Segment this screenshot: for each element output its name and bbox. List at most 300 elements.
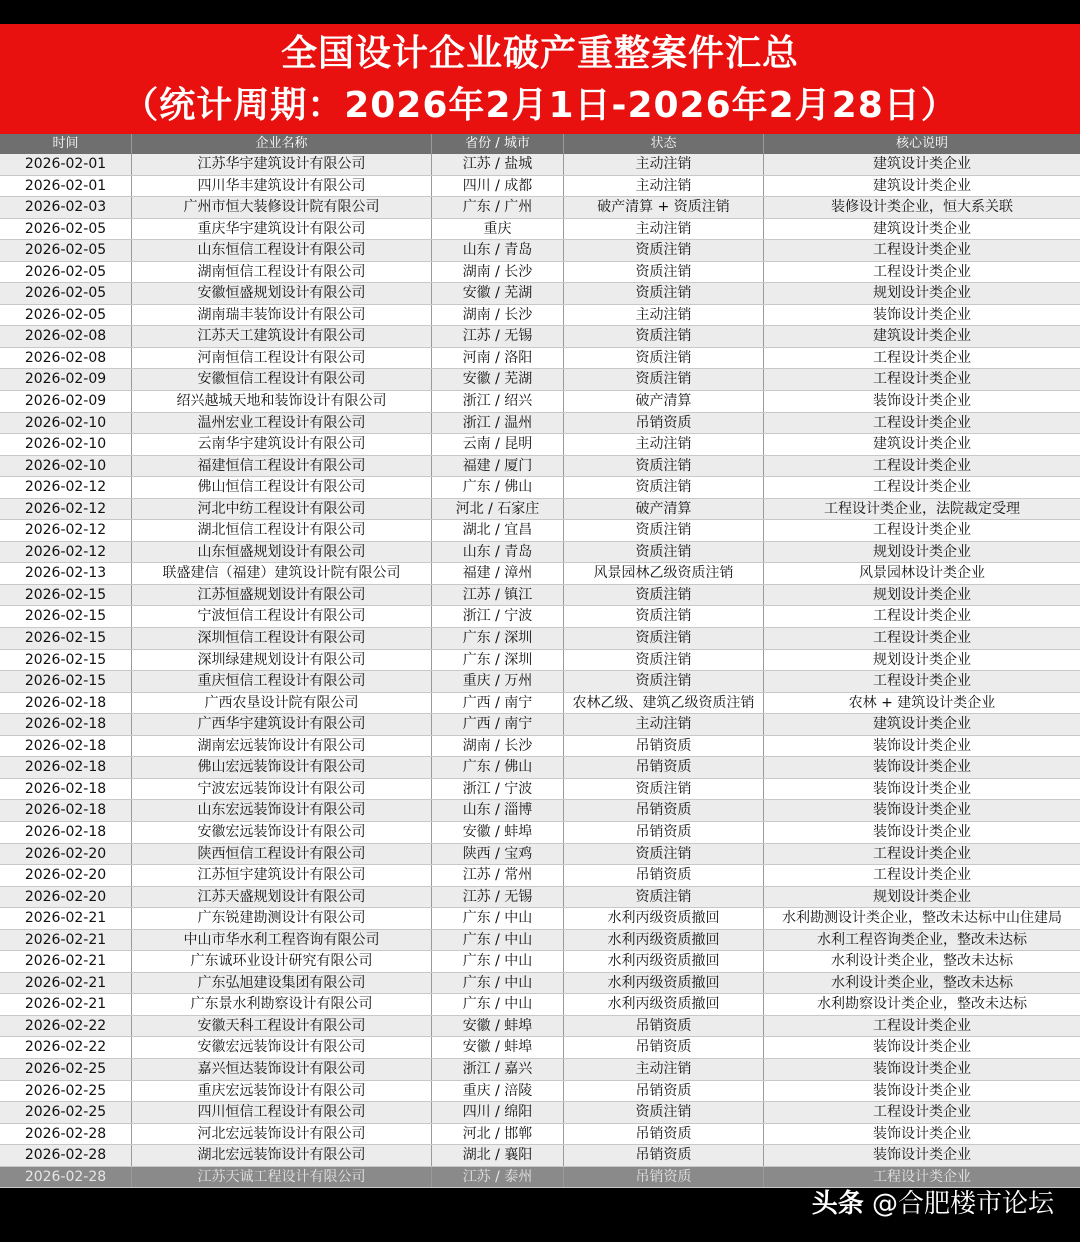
cell-status: 资质注销 <box>564 240 764 261</box>
cell-company: 江苏恒盛规划设计有限公司 <box>132 585 432 606</box>
cell-company: 安徽宏远装饰设计有限公司 <box>132 822 432 843</box>
cell-company: 四川华丰建筑设计有限公司 <box>132 176 432 197</box>
cell-date: 2026-02-25 <box>0 1081 132 1102</box>
cell-status: 吊销资质 <box>564 757 764 778</box>
cell-date: 2026-02-18 <box>0 757 132 778</box>
cell-date: 2026-02-15 <box>0 606 132 627</box>
cell-date: 2026-02-22 <box>0 1016 132 1037</box>
cell-date: 2026-02-05 <box>0 305 132 326</box>
cell-date: 2026-02-20 <box>0 844 132 865</box>
cell-date: 2026-02-15 <box>0 650 132 671</box>
cell-company: 山东恒信工程设计有限公司 <box>132 240 432 261</box>
cell-status: 资质注销 <box>564 779 764 800</box>
cell-location: 陕西 / 宝鸡 <box>432 844 564 865</box>
table-row <box>0 413 1080 435</box>
cell-location: 山东 / 青岛 <box>432 240 564 261</box>
table-row <box>0 240 1080 262</box>
cell-company: 云南华宇建筑设计有限公司 <box>132 434 432 455</box>
cell-status: 吊销资质 <box>564 822 764 843</box>
cell-date: 2026-02-05 <box>0 283 132 304</box>
cell-company: 广州市恒大装修设计院有限公司 <box>132 197 432 218</box>
cell-status: 资质注销 <box>564 671 764 692</box>
cell-date: 2026-02-01 <box>0 154 132 175</box>
cell-date: 2026-02-28 <box>0 1124 132 1145</box>
cell-status: 水利丙级资质撤回 <box>564 973 764 994</box>
cell-date: 2026-02-01 <box>0 176 132 197</box>
cell-note: 建筑设计类企业 <box>873 177 971 194</box>
cell-date: 2026-02-05 <box>0 240 132 261</box>
cell-date: 2026-02-03 <box>0 197 132 218</box>
table-row <box>0 154 1080 176</box>
table-row <box>0 1124 1080 1146</box>
cell-note: 水利设计类企业，整改未达标 <box>831 953 1013 970</box>
cell-note: 工程设计类企业 <box>873 263 971 280</box>
cell-location: 江苏 / 盐城 <box>432 154 564 175</box>
cell-company: 陕西恒信工程设计有限公司 <box>132 844 432 865</box>
cell-date: 2026-02-12 <box>0 499 132 520</box>
cell-note: 工程设计类企业 <box>873 457 971 474</box>
cell-company: 湖南宏远装饰设计有限公司 <box>132 736 432 757</box>
table-row <box>0 456 1080 478</box>
cell-note: 规划设计类企业 <box>873 586 971 603</box>
cell-date: 2026-02-12 <box>0 520 132 541</box>
cell-company: 河北宏远装饰设计有限公司 <box>132 1124 432 1145</box>
table-row <box>0 1059 1080 1081</box>
cell-status: 资质注销 <box>564 348 764 369</box>
table-row <box>0 951 1080 973</box>
table-row <box>0 1037 1080 1059</box>
table-row <box>0 865 1080 887</box>
cell-status: 资质注销 <box>564 283 764 304</box>
cell-note: 装饰设计类企业 <box>873 393 971 410</box>
table-row <box>0 369 1080 391</box>
cell-company: 福建恒信工程设计有限公司 <box>132 456 432 477</box>
cell-date: 2026-02-08 <box>0 326 132 347</box>
cases-table <box>0 134 1080 1188</box>
cell-status: 破产清算 + 资质注销 <box>564 197 764 218</box>
cell-location: 湖南 / 长沙 <box>432 262 564 283</box>
cell-status: 资质注销 <box>564 326 764 347</box>
table-row <box>0 176 1080 198</box>
table-header <box>0 134 1080 154</box>
cell-location: 云南 / 昆明 <box>432 434 564 455</box>
cell-status: 主动注销 <box>564 305 764 326</box>
cell-location: 山东 / 淄博 <box>432 800 564 821</box>
table-row <box>0 822 1080 844</box>
cell-note: 装修设计类企业，恒大系关联 <box>831 199 1013 216</box>
cell-company: 安徽天科工程设计有限公司 <box>132 1016 432 1037</box>
cell-date: 2026-02-18 <box>0 693 132 714</box>
cell-date: 2026-02-21 <box>0 951 132 972</box>
cell-status: 吊销资质 <box>564 865 764 886</box>
cell-note: 装饰设计类企业 <box>873 1082 971 1099</box>
page-subtitle: （统计周期：2026年2月1日-2026年2月28日） <box>122 85 958 126</box>
cell-status: 资质注销 <box>564 844 764 865</box>
table-row <box>0 628 1080 650</box>
table-row <box>0 757 1080 779</box>
cell-note: 建筑设计类企业 <box>873 328 971 345</box>
table-row <box>0 1145 1080 1167</box>
cell-date: 2026-02-10 <box>0 434 132 455</box>
table-row <box>0 305 1080 327</box>
cell-status: 资质注销 <box>564 887 764 908</box>
cell-company: 宁波宏远装饰设计有限公司 <box>132 779 432 800</box>
table-row <box>0 671 1080 693</box>
cell-location: 广东 / 深圳 <box>432 628 564 649</box>
cell-note: 水利设计类企业，整改未达标 <box>831 974 1013 991</box>
cell-company: 安徽宏远装饰设计有限公司 <box>132 1037 432 1058</box>
table-row <box>0 434 1080 456</box>
cell-company: 江苏天盛规划设计有限公司 <box>132 887 432 908</box>
table-row <box>0 348 1080 370</box>
cell-company: 江苏天工建筑设计有限公司 <box>132 326 432 347</box>
cell-note: 工程设计类企业，法院裁定受理 <box>824 500 1020 517</box>
cell-status: 资质注销 <box>564 456 764 477</box>
cell-status: 资质注销 <box>564 369 764 390</box>
cell-note: 工程设计类企业 <box>873 522 971 539</box>
cell-company: 湖北宏远装饰设计有限公司 <box>132 1145 432 1166</box>
cell-location: 江苏 / 无锡 <box>432 326 564 347</box>
cell-location: 浙江 / 温州 <box>432 413 564 434</box>
cell-note: 装饰设计类企业 <box>873 737 971 754</box>
cell-status: 资质注销 <box>564 477 764 498</box>
cell-date: 2026-02-20 <box>0 865 132 886</box>
cell-status: 吊销资质 <box>564 413 764 434</box>
cell-date: 2026-02-05 <box>0 219 132 240</box>
cell-date: 2026-02-15 <box>0 628 132 649</box>
page-title: 全国设计企业破产重整案件汇总 <box>280 33 799 74</box>
cell-date: 2026-02-21 <box>0 994 132 1015</box>
cell-company: 河南恒信工程设计有限公司 <box>132 348 432 369</box>
cell-location: 广东 / 中山 <box>432 994 564 1015</box>
watermark-account: @合肥楼市论坛 <box>871 1189 1054 1219</box>
cell-note: 工程设计类企业 <box>873 242 971 259</box>
cell-location: 河北 / 石家庄 <box>432 499 564 520</box>
cell-date: 2026-02-21 <box>0 930 132 951</box>
table-row <box>0 714 1080 736</box>
table-row <box>0 693 1080 715</box>
watermark <box>812 1184 1054 1224</box>
cell-note: 装饰设计类企业 <box>873 306 971 323</box>
cell-location: 浙江 / 宁波 <box>432 606 564 627</box>
table-row <box>0 542 1080 564</box>
cell-location: 浙江 / 宁波 <box>432 779 564 800</box>
cell-company: 广西农垦设计院有限公司 <box>132 693 432 714</box>
header-status: 状态 <box>564 134 764 154</box>
cell-company: 湖北恒信工程设计有限公司 <box>132 520 432 541</box>
cell-date: 2026-02-21 <box>0 908 132 929</box>
cell-status: 破产清算 <box>564 499 764 520</box>
title-banner <box>0 24 1080 134</box>
cell-company: 江苏恒宇建筑设计有限公司 <box>132 865 432 886</box>
cell-date: 2026-02-15 <box>0 671 132 692</box>
cell-note: 装饰设计类企业 <box>873 1147 971 1164</box>
table-row <box>0 391 1080 413</box>
table-row <box>0 1016 1080 1038</box>
cell-status: 吊销资质 <box>564 1081 764 1102</box>
cell-status: 资质注销 <box>564 650 764 671</box>
cell-location: 湖南 / 长沙 <box>432 305 564 326</box>
cell-status: 主动注销 <box>564 176 764 197</box>
table-body <box>0 154 1080 1188</box>
cell-note: 工程设计类企业 <box>873 673 971 690</box>
table-row <box>0 197 1080 219</box>
cell-status: 资质注销 <box>564 606 764 627</box>
header-company: 企业名称 <box>132 134 432 154</box>
cell-date: 2026-02-18 <box>0 779 132 800</box>
cell-company: 河北中纺工程设计有限公司 <box>132 499 432 520</box>
cell-location: 重庆 / 万州 <box>432 671 564 692</box>
cell-status: 资质注销 <box>564 585 764 606</box>
table-row <box>0 520 1080 542</box>
cell-location: 安徽 / 芜湖 <box>432 369 564 390</box>
cell-location: 安徽 / 蚌埠 <box>432 1037 564 1058</box>
cell-location: 浙江 / 绍兴 <box>432 391 564 412</box>
cell-company: 安徽恒盛规划设计有限公司 <box>132 283 432 304</box>
cell-date: 2026-02-20 <box>0 887 132 908</box>
cell-status: 水利丙级资质撤回 <box>564 908 764 929</box>
cell-company: 绍兴越城天地和装饰设计有限公司 <box>132 391 432 412</box>
table-row <box>0 908 1080 930</box>
cell-location: 湖北 / 襄阳 <box>432 1145 564 1166</box>
header-location: 省份 / 城市 <box>432 134 564 154</box>
cell-company: 宁波恒信工程设计有限公司 <box>132 606 432 627</box>
cell-date: 2026-02-28 <box>0 1145 132 1166</box>
cell-date: 2026-02-25 <box>0 1059 132 1080</box>
cell-company: 广西华宇建筑设计有限公司 <box>132 714 432 735</box>
cell-company: 山东恒盛规划设计有限公司 <box>132 542 432 563</box>
cell-note: 水利勘测设计类企业，整改未达标中山住建局 <box>782 910 1062 927</box>
cell-note: 装饰设计类企业 <box>873 1039 971 1056</box>
table-row <box>0 736 1080 758</box>
cell-note: 规划设计类企业 <box>873 543 971 560</box>
cell-company: 安徽恒信工程设计有限公司 <box>132 369 432 390</box>
table-row <box>0 930 1080 952</box>
cell-status: 主动注销 <box>564 219 764 240</box>
cell-status: 主动注销 <box>564 154 764 175</box>
header-note: 核心说明 <box>895 136 948 151</box>
cell-note: 建筑设计类企业 <box>873 156 971 172</box>
cell-location: 江苏 / 无锡 <box>432 887 564 908</box>
cell-company: 四川恒信工程设计有限公司 <box>132 1102 432 1123</box>
table-row <box>0 563 1080 585</box>
cell-note: 工程设计类企业 <box>873 630 971 647</box>
cell-note: 工程设计类企业 <box>873 867 971 884</box>
cell-note: 农林 + 建筑设计类企业 <box>848 694 996 711</box>
watermark-brand: 头条 <box>811 1189 864 1219</box>
cell-company: 湖南恒信工程设计有限公司 <box>132 262 432 283</box>
table-row <box>0 650 1080 672</box>
cell-company: 江苏天诚工程设计有限公司 <box>132 1167 432 1188</box>
cell-note: 装饰设计类企业 <box>873 759 971 776</box>
cell-location: 安徽 / 蚌埠 <box>432 1016 564 1037</box>
cell-note: 风景园林设计类企业 <box>859 565 985 582</box>
cell-company: 湖南瑞丰装饰设计有限公司 <box>132 305 432 326</box>
cell-note: 装饰设计类企业 <box>873 1125 971 1142</box>
table-row <box>0 994 1080 1016</box>
cell-note: 工程设计类企业 <box>873 371 971 388</box>
cell-company: 广东诚环业设计研究有限公司 <box>132 951 432 972</box>
cell-company: 山东宏远装饰设计有限公司 <box>132 800 432 821</box>
cell-company: 温州宏业工程设计有限公司 <box>132 413 432 434</box>
table-row <box>0 283 1080 305</box>
cell-company: 中山市华水利工程咨询有限公司 <box>132 930 432 951</box>
cell-status: 农林乙级、建筑乙级资质注销 <box>564 693 764 714</box>
cell-company: 佛山恒信工程设计有限公司 <box>132 477 432 498</box>
cell-status: 水利丙级资质撤回 <box>564 951 764 972</box>
cell-note: 水利勘察设计类企业，整改未达标 <box>817 996 1027 1013</box>
cell-location: 福建 / 漳州 <box>432 563 564 584</box>
cell-status: 吊销资质 <box>564 1145 764 1166</box>
table-row <box>0 326 1080 348</box>
cell-date: 2026-02-18 <box>0 822 132 843</box>
cell-location: 湖北 / 宜昌 <box>432 520 564 541</box>
cell-location: 广东 / 深圳 <box>432 650 564 671</box>
cell-note: 工程设计类企业 <box>873 845 971 862</box>
table-row <box>0 262 1080 284</box>
cell-note: 规划设计类企业 <box>873 285 971 302</box>
cell-company: 佛山宏远装饰设计有限公司 <box>132 757 432 778</box>
cell-date: 2026-02-28 <box>0 1167 132 1188</box>
cell-location: 四川 / 绵阳 <box>432 1102 564 1123</box>
cell-status: 水利丙级资质撤回 <box>564 994 764 1015</box>
cell-note: 工程设计类企业 <box>873 1017 971 1034</box>
cell-date: 2026-02-18 <box>0 800 132 821</box>
cell-status: 资质注销 <box>564 542 764 563</box>
cell-note: 建筑设计类企业 <box>873 716 971 733</box>
cell-location: 河南 / 洛阳 <box>432 348 564 369</box>
cell-location: 湖南 / 长沙 <box>432 736 564 757</box>
cell-company: 重庆华宇建筑设计有限公司 <box>132 219 432 240</box>
cell-status: 吊销资质 <box>564 1124 764 1145</box>
table-row <box>0 800 1080 822</box>
cell-date: 2026-02-22 <box>0 1037 132 1058</box>
cell-company: 深圳恒信工程设计有限公司 <box>132 628 432 649</box>
cell-status: 主动注销 <box>564 714 764 735</box>
cell-company: 嘉兴恒达装饰设计有限公司 <box>132 1059 432 1080</box>
cell-location: 福建 / 厦门 <box>432 456 564 477</box>
cell-date: 2026-02-10 <box>0 456 132 477</box>
cell-status: 资质注销 <box>564 520 764 541</box>
cell-location: 重庆 <box>432 219 564 240</box>
cell-status: 主动注销 <box>564 434 764 455</box>
cell-note: 工程设计类企业 <box>873 349 971 366</box>
cell-date: 2026-02-18 <box>0 736 132 757</box>
cell-date: 2026-02-12 <box>0 477 132 498</box>
cell-company: 重庆恒信工程设计有限公司 <box>132 671 432 692</box>
cell-company: 深圳绿建规划设计有限公司 <box>132 650 432 671</box>
cell-note: 工程设计类企业 <box>873 1104 971 1121</box>
cell-company: 广东景水利勘察设计有限公司 <box>132 994 432 1015</box>
cell-note: 建筑设计类企业 <box>873 436 971 453</box>
table-row <box>0 1081 1080 1103</box>
cell-company: 联盛建信（福建）建筑设计院有限公司 <box>132 563 432 584</box>
cell-date: 2026-02-15 <box>0 585 132 606</box>
cell-date: 2026-02-10 <box>0 413 132 434</box>
cell-date: 2026-02-08 <box>0 348 132 369</box>
cell-location: 广东 / 中山 <box>432 973 564 994</box>
cell-date: 2026-02-21 <box>0 973 132 994</box>
header-date: 时间 <box>0 134 132 154</box>
cell-status: 吊销资质 <box>564 1037 764 1058</box>
table-row <box>0 585 1080 607</box>
cell-date: 2026-02-13 <box>0 563 132 584</box>
cell-status: 资质注销 <box>564 628 764 649</box>
cell-location: 江苏 / 泰州 <box>432 1167 564 1188</box>
cell-date: 2026-02-09 <box>0 369 132 390</box>
table-row <box>0 779 1080 801</box>
cell-location: 安徽 / 芜湖 <box>432 283 564 304</box>
cell-company: 重庆宏远装饰设计有限公司 <box>132 1081 432 1102</box>
table-row <box>0 499 1080 521</box>
cell-location: 广东 / 中山 <box>432 908 564 929</box>
cell-note: 装饰设计类企业 <box>873 802 971 819</box>
cell-note: 规划设计类企业 <box>873 651 971 668</box>
cell-location: 广东 / 中山 <box>432 930 564 951</box>
table-row <box>0 477 1080 499</box>
cell-location: 安徽 / 蚌埠 <box>432 822 564 843</box>
cell-location: 广东 / 广州 <box>432 197 564 218</box>
cell-note: 装饰设计类企业 <box>873 780 971 797</box>
cell-note: 水利工程咨询类企业，整改未达标 <box>817 931 1027 948</box>
table-row <box>0 1102 1080 1124</box>
table-row <box>0 844 1080 866</box>
cell-location: 重庆 / 涪陵 <box>432 1081 564 1102</box>
cell-note: 装饰设计类企业 <box>873 823 971 840</box>
cell-status: 主动注销 <box>564 1059 764 1080</box>
table-row <box>0 219 1080 241</box>
cell-date: 2026-02-05 <box>0 262 132 283</box>
cell-location: 四川 / 成都 <box>432 176 564 197</box>
cell-note: 工程设计类企业 <box>873 1168 971 1185</box>
table-row <box>0 973 1080 995</box>
cell-company: 广东弘旭建设集团有限公司 <box>132 973 432 994</box>
cell-company: 江苏华宇建筑设计有限公司 <box>132 154 432 175</box>
cell-date: 2026-02-09 <box>0 391 132 412</box>
cell-location: 山东 / 青岛 <box>432 542 564 563</box>
cell-location: 广西 / 南宁 <box>432 693 564 714</box>
cell-date: 2026-02-18 <box>0 714 132 735</box>
cell-date: 2026-02-25 <box>0 1102 132 1123</box>
cell-location: 广东 / 佛山 <box>432 477 564 498</box>
cell-status: 水利丙级资质撤回 <box>564 930 764 951</box>
cell-status: 吊销资质 <box>564 800 764 821</box>
cell-note: 规划设计类企业 <box>873 888 971 905</box>
cell-note: 装饰设计类企业 <box>873 1060 971 1077</box>
cell-company: 广东锐建勘测设计有限公司 <box>132 908 432 929</box>
cell-location: 河北 / 邯郸 <box>432 1124 564 1145</box>
cell-status: 资质注销 <box>564 262 764 283</box>
cell-location: 广东 / 佛山 <box>432 757 564 778</box>
cell-status: 吊销资质 <box>564 1167 764 1188</box>
cell-location: 浙江 / 嘉兴 <box>432 1059 564 1080</box>
cell-status: 风景园林乙级资质注销 <box>564 563 764 584</box>
cell-note: 工程设计类企业 <box>873 414 971 431</box>
table-row <box>0 606 1080 628</box>
cell-note: 工程设计类企业 <box>873 479 971 496</box>
cell-status: 破产清算 <box>564 391 764 412</box>
cell-note: 工程设计类企业 <box>873 608 971 625</box>
cell-location: 广东 / 中山 <box>432 951 564 972</box>
cell-location: 广西 / 南宁 <box>432 714 564 735</box>
top-black-bar <box>0 0 1080 24</box>
cell-location: 江苏 / 常州 <box>432 865 564 886</box>
table-row <box>0 887 1080 909</box>
cell-location: 江苏 / 镇江 <box>432 585 564 606</box>
cell-status: 资质注销 <box>564 1102 764 1123</box>
cell-status: 吊销资质 <box>564 736 764 757</box>
cell-date: 2026-02-12 <box>0 542 132 563</box>
